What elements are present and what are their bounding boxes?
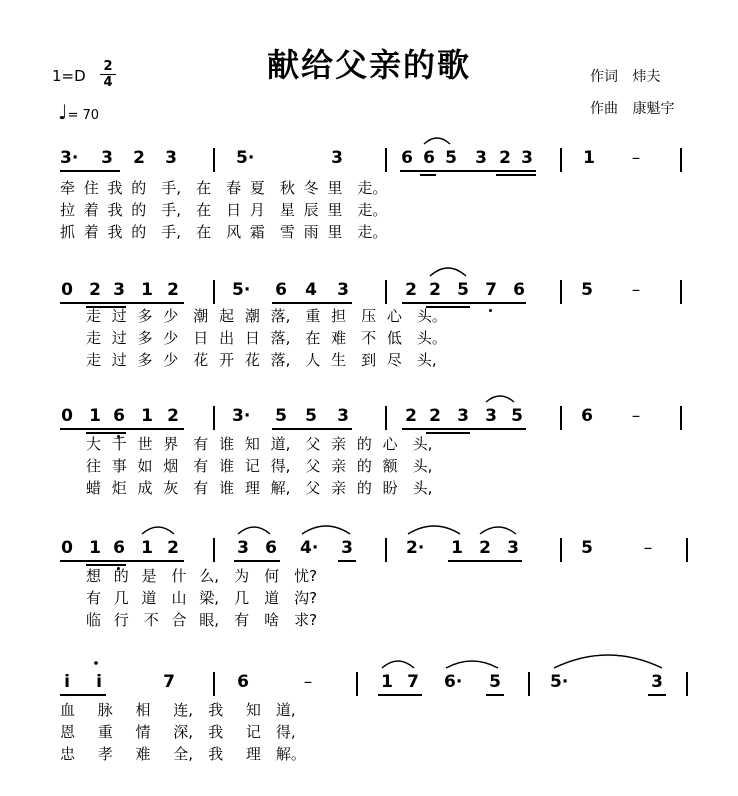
slur	[142, 527, 174, 534]
dash: –	[643, 538, 653, 558]
slur	[302, 526, 350, 534]
lyric-line: 牵 住 我 的 手, 在 春 夏 秋 冬 里 走。	[60, 179, 388, 197]
note: 5·	[550, 672, 569, 692]
note: 3·	[232, 406, 251, 426]
note: 2	[405, 280, 417, 300]
note: 3	[341, 538, 353, 558]
note: 4·	[300, 538, 319, 558]
lyric-line: 想 的 是 什 么, 为 何 忧?	[86, 567, 318, 585]
lyric-line: 走 过 多 少 日 出 日 落, 在 难 不 低 头。	[86, 329, 447, 347]
dash: –	[631, 148, 641, 168]
slur	[486, 396, 514, 402]
note: 3	[237, 538, 249, 558]
note: 5	[581, 280, 593, 300]
slur	[238, 527, 270, 534]
note: 3	[485, 406, 497, 426]
note: 1	[451, 538, 463, 558]
note: 3	[651, 672, 663, 692]
note: 1	[89, 538, 101, 558]
lyric-line: 恩 重 情 深, 我 记 得,	[60, 723, 296, 741]
note: 5	[457, 280, 469, 300]
lyric-line: 临 行 不 合 眼, 有 啥 求?	[86, 611, 318, 629]
tempo-value: = 70	[67, 108, 100, 123]
credit-role: 作曲	[590, 101, 618, 117]
dash: –	[303, 672, 313, 692]
credit-role: 作词	[590, 69, 618, 85]
note: 5·	[236, 148, 255, 168]
note: 6	[581, 406, 593, 426]
time-signature-bottom: 4	[103, 75, 113, 90]
upper-octave-dot	[94, 661, 98, 665]
note: 5·	[232, 280, 251, 300]
credit-name: 康魁宇	[632, 101, 675, 117]
lyric-line: 走 过 多 少 花 开 花 落, 人 生 到 尽 头,	[86, 351, 437, 369]
dash: –	[631, 280, 641, 300]
key-signature: 1=D	[52, 67, 86, 85]
note: 2	[167, 280, 179, 300]
note: 6	[265, 538, 277, 558]
note: 3	[337, 406, 349, 426]
note: 3	[113, 280, 125, 300]
lyric-line: 大 千 世 界 有 谁 知 道, 父 亲 的 心 头,	[86, 435, 433, 453]
note: 2	[429, 406, 441, 426]
lyric-line: 走 过 多 少 潮 起 潮 落, 重 担 压 心 头。	[86, 307, 447, 325]
note: 5	[511, 406, 523, 426]
note: i	[64, 672, 70, 692]
note: 3	[165, 148, 177, 168]
slur	[424, 138, 450, 144]
time-signature-top: 2	[103, 59, 113, 74]
lyric-line: 有 几 道 山 梁, 几 道 沟?	[86, 589, 318, 607]
note: 6·	[444, 672, 463, 692]
note: 3	[475, 148, 487, 168]
note: 1	[381, 672, 393, 692]
note: 0	[61, 538, 73, 558]
note: 3	[457, 406, 469, 426]
slur	[408, 526, 460, 534]
note: 1	[141, 280, 153, 300]
lyric-line: 往 事 如 烟 有 谁 记 得, 父 亲 的 额 头,	[86, 457, 433, 475]
note: 3	[101, 148, 113, 168]
note: 1	[141, 538, 153, 558]
note: 5	[275, 406, 287, 426]
note: 1	[583, 148, 595, 168]
lyric-line: 拉 着 我 的 手, 在 日 月 星 辰 里 走。	[60, 201, 388, 219]
lyric-line: 抓 着 我 的 手, 在 风 霜 雪 雨 里 走。	[60, 223, 388, 241]
lyric-line: 血 脉 相 连, 我 知 道,	[60, 701, 296, 719]
note: 6	[113, 538, 125, 558]
note: 6	[513, 280, 525, 300]
note: 2	[167, 406, 179, 426]
note: 6	[237, 672, 249, 692]
note: i	[96, 672, 102, 692]
note: 6	[423, 148, 435, 168]
dash: –	[631, 406, 641, 426]
note: 6	[275, 280, 287, 300]
lyric-line: 蜡 炬 成 灰 有 谁 理 解, 父 亲 的 盼 头,	[86, 479, 433, 497]
slur	[480, 527, 516, 534]
credit-name: 炜夫	[632, 69, 661, 85]
slur	[446, 661, 498, 668]
note: 5	[581, 538, 593, 558]
slur	[382, 661, 414, 668]
slur	[554, 655, 662, 668]
note: 3	[521, 148, 533, 168]
note: 1	[89, 406, 101, 426]
note: 7	[407, 672, 419, 692]
note: 4	[305, 280, 317, 300]
note: 2	[89, 280, 101, 300]
note: 7	[163, 672, 175, 692]
note: 0	[61, 406, 73, 426]
note: 6	[401, 148, 413, 168]
quarter-note-icon: ♩	[58, 100, 68, 124]
note: 3	[507, 538, 519, 558]
note: 2	[429, 280, 441, 300]
note: 3	[331, 148, 343, 168]
lyric-line: 忠 孝 难 全, 我 理 解。	[60, 745, 306, 763]
note: 5	[489, 672, 501, 692]
note: 5	[305, 406, 317, 426]
note: 2	[167, 538, 179, 558]
note: 2	[405, 406, 417, 426]
note: 3·	[60, 148, 79, 168]
song-title: 献给父亲的歌	[266, 46, 471, 84]
note: 2	[499, 148, 511, 168]
note: 1	[141, 406, 153, 426]
note: 7	[485, 280, 497, 300]
note: 6	[113, 406, 125, 426]
note: 3	[337, 280, 349, 300]
note: 0	[61, 280, 73, 300]
note: 2	[133, 148, 145, 168]
note: 2·	[406, 538, 425, 558]
note: 2	[479, 538, 491, 558]
slur	[430, 268, 466, 276]
note: 5	[445, 148, 457, 168]
